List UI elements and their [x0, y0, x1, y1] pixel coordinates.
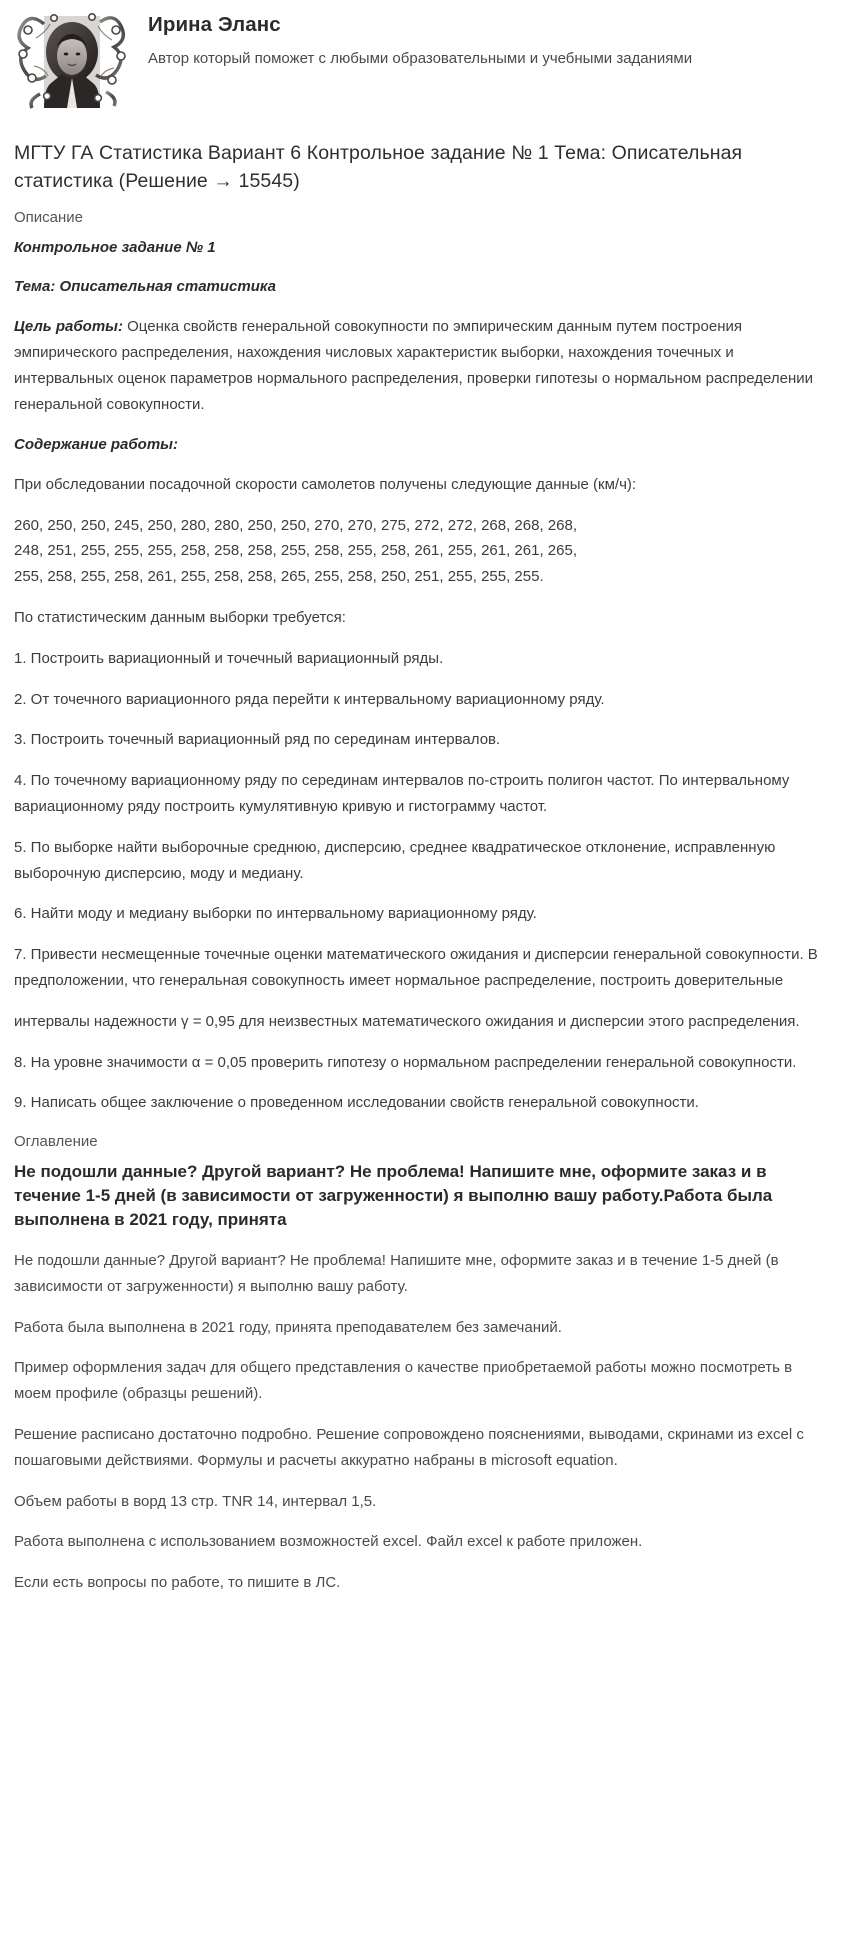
- list-item: 9. Написать общее заключение о проведенном исследовании свойств генеральной совокупности.: [14, 1094, 699, 1112]
- assignment-heading: Контрольное задание № 1: [14, 238, 216, 256]
- purpose-lead: Цель работы:: [14, 318, 123, 336]
- topic-heading: Тема: Описательная статистика: [14, 278, 277, 296]
- promo-paragraph: Работа была выполнена в 2021 году, принята преподавателем без замечаний.: [14, 1318, 562, 1336]
- list-item: 2. От точечного вариационного ряда перейти к интервальному вариационному ряду.: [14, 690, 605, 708]
- promo-paragraph: Решение расписано достаточно подробно. Решение сопровождено пояснениями, выводами, скринами из excel с пошаговыми действиями. Формулы и расчеты аккуратно набраны в microsoft equation.: [14, 1426, 804, 1469]
- page-title: МГТУ ГА Статистика Вариант 6 Контрольное задание № 1 Тема: Описательная статистика (Решение → 15545): [14, 142, 743, 192]
- author-meta: [148, 8, 692, 71]
- list-item: 5. По выборке найти выборочные среднюю, дисперсию, среднее квадратическое отклонение, исправленную выборочную дисперсию, моду и медиану.: [14, 838, 776, 882]
- promo-paragraph: Объем работы в ворд 13 стр. TNR 14, интервал 1,5.: [14, 1492, 377, 1510]
- requirements-intro: По статистическим данным выборки требуется:: [14, 609, 346, 626]
- avatar: [14, 8, 134, 112]
- author-name[interactable]: Ирина Эланс: [148, 13, 281, 36]
- data-row: 248, 251, 255, 255, 255, 258, 258, 258, 255, 258, 255, 258, 261, 255, 261, 261, 265,: [14, 542, 577, 560]
- task-list: [14, 646, 833, 1116]
- intro-paragraph: При обследовании посадочной скорости самолетов получены следующие данные (км/ч):: [14, 475, 637, 493]
- author-photo-icon: [14, 8, 134, 112]
- data-row: 260, 250, 250, 245, 250, 280, 280, 250, 250, 270, 270, 275, 272, 272, 268, 268, 268,: [14, 516, 577, 534]
- description-label: Описание: [14, 209, 84, 227]
- contents-label: Оглавление: [14, 1133, 98, 1151]
- author-tagline: Автор который поможет с любыми образовательными и учебными заданиями: [148, 49, 693, 67]
- list-item: 6. Найти моду и медиану выборки по интервальному вариационному ряду.: [14, 905, 537, 923]
- purpose-text: Оценка свойств генеральной совокупности по эмпирическим данным путем построения эмпирического распределения, нахождения числовых характеристик выборки, нахождения точечных и интервальных оценок параметров нормального распределения, проверки гипотезы о нормальном распределении генеральной совокупности.: [14, 318, 814, 413]
- promo-paragraph: Если есть вопросы по работе, то пишите в ЛС.: [14, 1574, 341, 1592]
- promo-paragraph: Не подошли данные? Другой вариант? Не проблема! Напишите мне, оформите заказ и в течение 1-5 дней (в зависимости от загруженности) я выполню вашу работу.: [14, 1252, 779, 1295]
- list-item: 1. Построить вариационный и точечный вариационный ряды.: [14, 649, 444, 667]
- list-item: 3. Построить точечный вариационный ряд по серединам интервалов.: [14, 731, 501, 749]
- author-header: [14, 0, 833, 126]
- content-heading: Содержание работы:: [14, 435, 178, 453]
- promo-paragraph: Работа выполнена с использованием возможностей excel. Файл excel к работе приложен.: [14, 1533, 643, 1551]
- list-item: интервалы надежности γ = 0,95 для неизвестных математического ожидания и дисперсии этого распределения.: [14, 1012, 800, 1030]
- data-row: 255, 258, 255, 258, 261, 255, 258, 258, 265, 255, 258, 250, 251, 255, 255, 255.: [14, 568, 544, 586]
- promo-paragraph: Пример оформления задач для общего представления о качестве приобретаемой работы можно посмотреть в моем профиле (образцы решений).: [14, 1359, 793, 1403]
- promo-heading: Не подошли данные? Другой вариант? Не проблема! Напишите мне, оформите заказ и в течение 1-5 дней (в зависимости от загруженности) я выполню вашу работу.Работа была выполнена в 2021 году, принята: [14, 1161, 773, 1229]
- list-item: 7. Привести несмещенные точечные оценки математического ожидания и дисперсии генеральной совокупности. В предположении, что генеральная совокупность имеет нормальное распределение, построить доверительные: [14, 946, 818, 989]
- sample-data-block: [14, 513, 833, 590]
- list-item: 4. По точечному вариационному ряду по серединам интервалов по-строить полигон частот. По интервальному вариационному ряду построить кумулятивную кривую и гистограмму частот.: [14, 772, 790, 815]
- list-item: 8. На уровне значимости α = 0,05 проверить гипотезу о нормальном распределении генеральной совокупности.: [14, 1053, 797, 1071]
- purpose-paragraph: [14, 314, 833, 417]
